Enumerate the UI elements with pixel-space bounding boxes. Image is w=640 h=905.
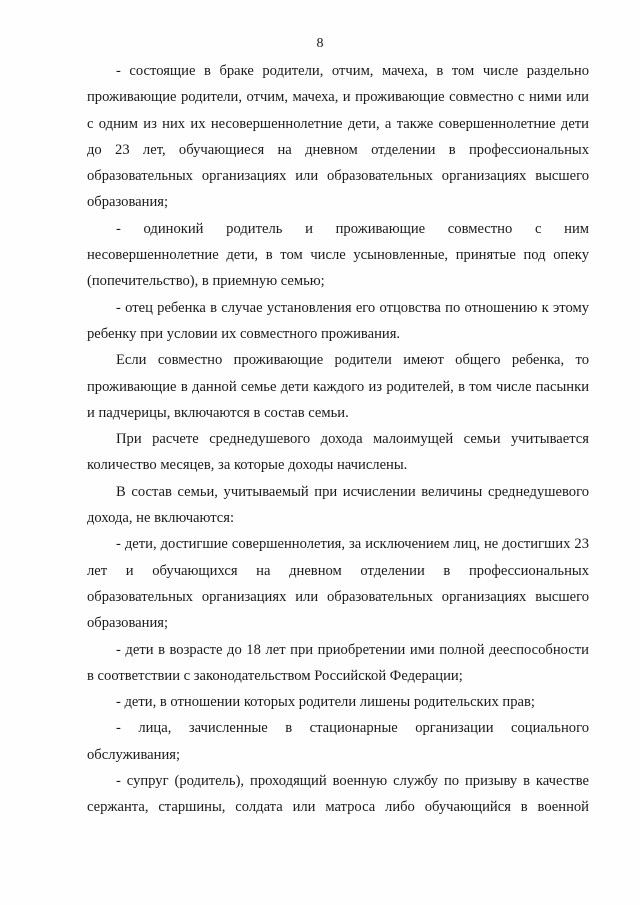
paragraph-married-parents: - состоящие в браке родители, отчим, мачеха, в том числе раздельно проживающие родители, отчим, мачеха, и проживающие совместно с ними или с одним из них их несовершеннолетние дети, а также совершеннолетние дети до 23 лет, обучающиеся на дневном отделении в профессиональных образовательных организациях или образовательных организациях высшего образования;	[87, 63, 589, 211]
paragraph-military-service: - супруг (родитель), проходящий военную службу по призыву в качестве сержанта, старшины, солдата или матроса либо обучающийся в военной	[87, 773, 589, 816]
paragraph-deprived-rights: - дети, в отношении которых родители лишены родительских прав;	[116, 694, 535, 711]
paragraph-father-paternity: - отец ребенка в случае установления его отцовства по отношению к этому ребенку при условии их совместного проживания.	[87, 299, 589, 342]
paragraph-income-months: При расчете среднедушевого дохода малоимущей семьи учитывается количество месяцев, за которые доходы начислены.	[87, 431, 589, 474]
paragraph-single-parent: - одинокий родитель и проживающие совместно с ним несовершеннолетние дети, в том числе усыновленные, принятые под опеку (попечительство), в приемную семью;	[87, 220, 589, 290]
paragraph-adult-children: - дети, достигшие совершеннолетия, за исключением лиц, не достигших 23 лет и обучающихся на дневном отделении в профессиональных образовательных организациях или образовательных организациях высшего образования;	[87, 536, 589, 632]
paragraph-social-institutions: - лица, зачисленные в стационарные организации социального обслуживания;	[87, 720, 589, 763]
paragraph-emancipated-children: - дети в возрасте до 18 лет при приобретении ими полной дееспособности в соответствии с законодательством Российской Федерации;	[87, 641, 589, 684]
page-number: 8	[316, 36, 324, 51]
document-body	[87, 58, 589, 821]
paragraph-not-included-intro: В состав семьи, учитываемый при исчислении величины среднедушевого дохода, не включаются:	[87, 483, 589, 527]
paragraph-common-child: Если совместно проживающие родители имеют общего ребенка, то проживающие в данной семье дети каждого из родителей, в том числе пасынки и падчерицы, включаются в состав семьи.	[87, 352, 589, 421]
